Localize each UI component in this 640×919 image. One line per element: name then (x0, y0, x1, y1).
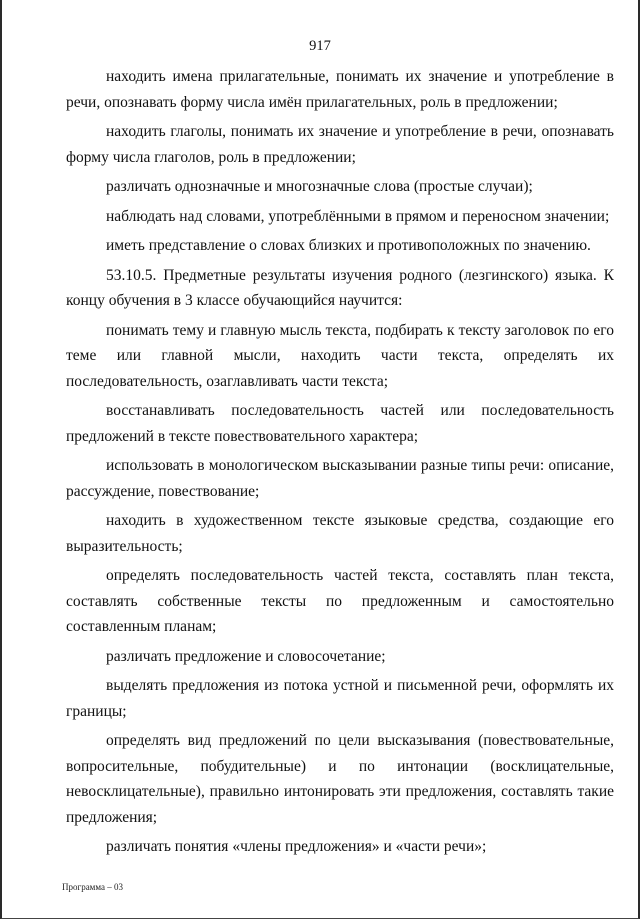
paragraph: восстанавливать последовательность частей или последовательность предложений в тексте повествовательного характера; (66, 402, 614, 445)
paragraph: понимать тему и главную мысль текста, подбирать к тексту заголовок по его теме или главной мысли, находить части текста, определять их последовательность, озаглавливать части текста; (66, 321, 614, 390)
paragraph: использовать в монологическом высказывании разные типы речи: описание, рассуждение, повествование; (66, 457, 614, 500)
footer-label: Программа – 03 (62, 882, 124, 892)
section-heading-paragraph: 53.10.5. Предметные результаты изучения родного (лезгинского) языка. К концу обучения в 3 классе обучающийся научится: (66, 266, 614, 309)
paragraph: различать однозначные и многозначные слова (простые случаи); (106, 178, 533, 195)
paragraph: различать понятия «члены предложения» и «части речи»; (106, 838, 487, 855)
paragraph: находить в художественном тексте языковые средства, создающие его выразительность; (66, 512, 614, 555)
paragraph: иметь представление о словах близких и противоположных по значению. (106, 237, 591, 254)
paragraph: выделять предложения из потока устной и письменной речи, оформлять их границы; (66, 677, 614, 720)
paragraph: определять последовательность частей текста, составлять план текста, составлять собственные тексты по предложенным и самостоятельно составленным планам; (66, 567, 614, 635)
paragraph: определять вид предложений по цели высказывания (повествовательные, вопросительные, побудительные) и по интонации (восклицательные, невосклицательные), правильно интонировать эти предложения, составлять такие предложения; (66, 732, 614, 826)
paragraph: наблюдать над словами, употреблёнными в прямом и переносном значении; (106, 207, 610, 225)
body-text (66, 64, 614, 864)
paragraph: находить глаголы, понимать их значение и употребление в речи, опознавать форму числа глаголов, роль в предложении; (66, 123, 614, 166)
paragraph: находить имена прилагательные, понимать их значение и употребление в речи, опознавать форму числа имён прилагательных, роль в предложении; (66, 68, 614, 111)
paragraph: различать предложение и словосочетание; (106, 647, 386, 665)
page-number: 917 (309, 38, 331, 54)
